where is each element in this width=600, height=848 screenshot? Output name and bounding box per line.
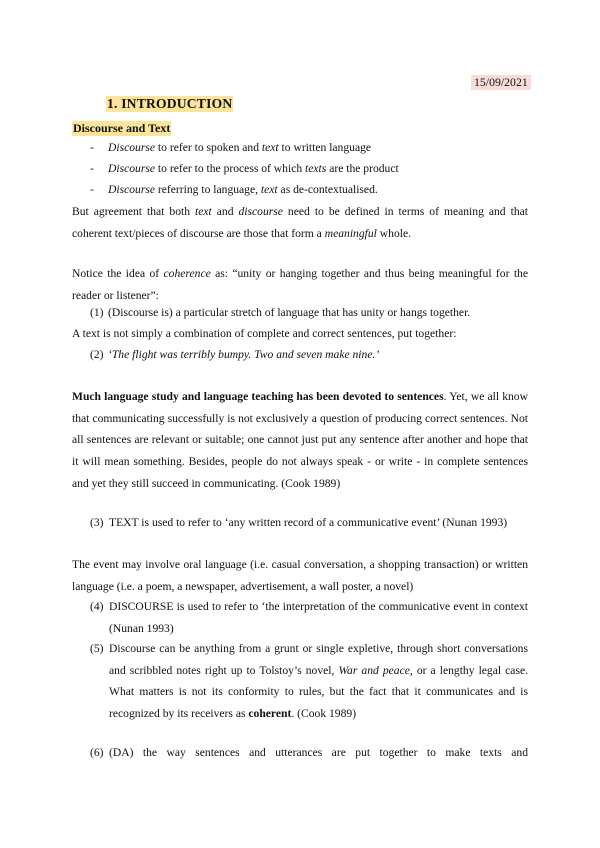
bullet-dash: - bbox=[90, 141, 94, 154]
item-number: (6) bbox=[90, 746, 104, 759]
item-number: (1) bbox=[90, 306, 104, 319]
bullet-dash: - bbox=[90, 162, 94, 175]
date-label: 15/09/2021 bbox=[471, 75, 531, 90]
agreement-paragraph: But agreement that both text and discourse need to be defined in terms of meaning and that coherent text/pieces of discourse are those that form a meaningful whole. bbox=[72, 205, 528, 240]
event-paragraph: The event may involve oral language (i.e. casual conversation, a shopping transaction) or written language (i.e. a poem, a newspaper, advertisement, a wall poster, a novel) bbox=[72, 558, 528, 593]
list-item: Discourse referring to language, text as de-contextualised. bbox=[108, 183, 378, 196]
numbered-item-5: Discourse can be anything from a grunt or single expletive, through short conversations and scribbled notes right up to Tolstoy’s novel, War and peace, or a lengthy legal case. What matters is not its conformity to rules, but the fact that it communicates and is recognized by its receivers as coherent. (Cook 1989) bbox=[109, 642, 528, 721]
subheading: Discourse and Text bbox=[73, 121, 171, 135]
numbered-item-4: DISCOURSE is used to refer to ‘the interpretation of the communicative event in context (Nunan 1993) bbox=[109, 600, 528, 635]
numbered-item-6: (DA) the way sentences and utterances are put together to make texts and bbox=[109, 746, 528, 759]
coherence-paragraph: Notice the idea of coherence as: “unity or hanging together and thus being meaningful for the reader or listener”: bbox=[72, 267, 528, 302]
item-number: (5) bbox=[90, 642, 104, 655]
list-item: Discourse to refer to spoken and text to written language bbox=[108, 141, 372, 154]
list-item: Discourse to refer to the process of which texts are the product bbox=[108, 162, 399, 175]
item-number: (3) bbox=[90, 516, 104, 529]
item-number: (2) bbox=[90, 348, 104, 361]
section-heading: 1. INTRODUCTION bbox=[107, 96, 233, 111]
bullet-dash: - bbox=[90, 183, 94, 196]
text-not-simply-line: A text is not simply a combination of complete and correct sentences, put together: bbox=[72, 327, 457, 340]
numbered-item-2: ‘The flight was terribly bumpy. Two and seven make nine.’ bbox=[108, 348, 380, 361]
numbered-item-3: TEXT is used to refer to ‘any written record of a communicative event’ (Nunan 1993) bbox=[109, 516, 508, 529]
numbered-item-1: (Discourse is) a particular stretch of language that has unity or hangs together. bbox=[108, 306, 471, 319]
cook-paragraph: Much language study and language teaching has been devoted to sentences. Yet, we all know that communicating successfully is not exclusively a question of producing correct sentences. Not all sentences are relevant or suitable; one cannot just put any sentence after another and hope that it will mean something. Besides, people do not always speak - or write - in complete sentences and yet they still succeed in communicating. (Cook 1989) bbox=[72, 390, 528, 490]
item-number: (4) bbox=[90, 600, 104, 613]
